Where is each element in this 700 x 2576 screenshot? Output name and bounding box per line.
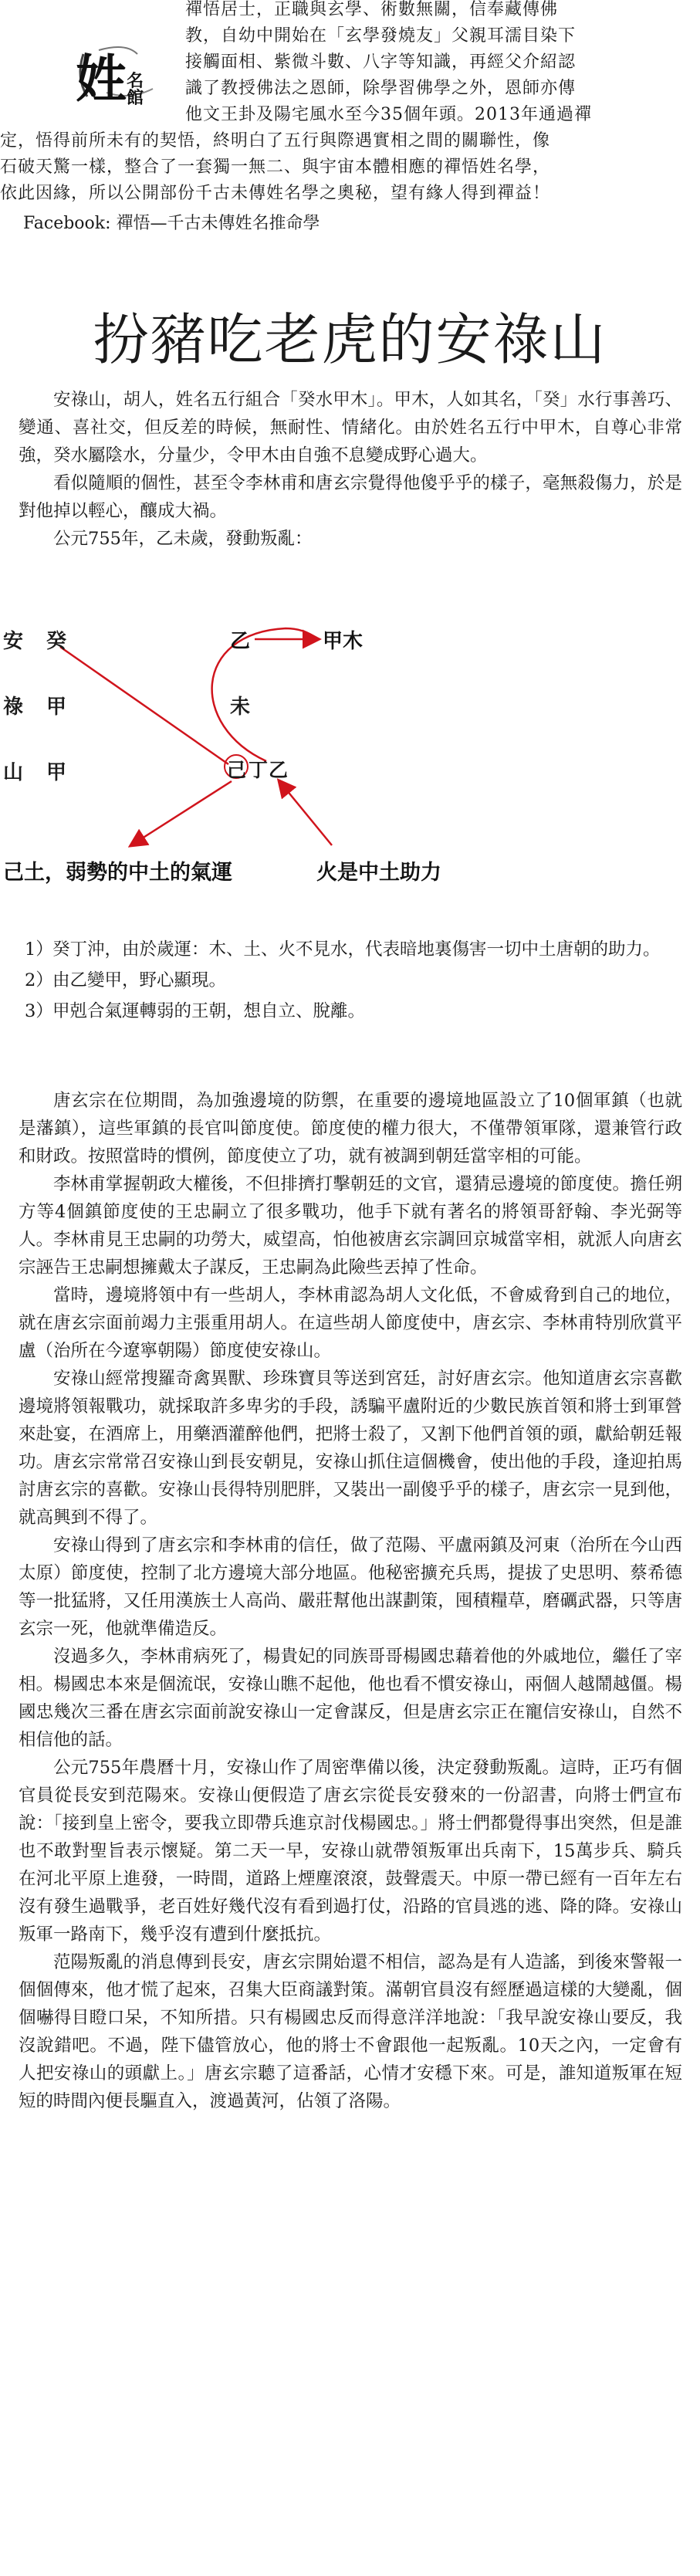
row-label: 祿: [3, 696, 24, 719]
list-text: 甲剋合氣運轉弱的王朝，想自立、脫離。: [52, 1001, 366, 1021]
article-title: 扮豬吃老虎的安祿山: [93, 307, 607, 372]
paragraph: 安祿山，胡人，姓名五行組合「癸水甲木」。甲木，人如其名，「癸」水行事善巧、變通、喜社交，但反差的時候，無耐性、情緒化。由於姓名五行中甲木，自尊心非常強，癸水屬陰水，分量少，令甲木由自強不息變成野心過大。: [19, 390, 682, 465]
row-stem: 癸: [46, 630, 67, 653]
list-number: 1）: [25, 939, 53, 960]
intro-line: 識了教授佛法之恩師，除學習佛學之外，恩師亦傳: [185, 79, 577, 98]
intro-line: 接觸面相、紫微斗數、八字等知識，再經父介紹認: [185, 52, 577, 72]
arrow-to-right-note: [279, 781, 332, 845]
list-item: [19, 965, 682, 996]
intro-line: 他文王卦及陽宅風水至今35個年頭。2013年通過禪: [185, 105, 592, 124]
clash-line: [60, 647, 228, 764]
row-stem: 甲: [46, 761, 67, 784]
list-number: 3）: [25, 1001, 53, 1021]
paragraph: 唐玄宗在位期間，為加強邊境的防禦，在重要的邊境地區設立了10個軍鎮（也就是藩鎮），這些軍鎮的長官叫節度使。節度使的權力很大，不僅帶領軍隊，還兼管行政和財政。按照當時的慣例，節度使立了功，就有被調到朝廷當宰相的可能。: [19, 1091, 682, 1166]
intro-line: 依此因緣，所以公開部份千古未傳姓名學之奧秘，望有緣人得到禪益！: [0, 184, 551, 203]
svg-text:姓: 姓: [76, 49, 127, 109]
list-number: 2）: [25, 970, 53, 990]
intro-line: 教，自幼中開始在「玄學發燒友」父親耳濡目染下: [185, 26, 577, 46]
paragraph: 范陽叛亂的消息傳到長安，唐玄宗開始還不相信，認為是有人造謠，到後來警報一個個傳來，他才慌了起來，召集大臣商議對策。滿朝官員沒有經歷過這樣的大變亂，個個嚇得目瞪口呆，不知所措。只有楊國忠反而得意洋洋地說：「我早說安祿山要反，我沒說錯吧。不過，陛下儘管放心，他的將士不會跟他一起叛亂。10天之內，一定會有人把安祿山的頭獻上。」唐玄宗聽了這番話，心情才安穩下來。可是，誰知道叛軍在短短的時間內便長驅直入，渡過黃河，佔領了洛陽。: [19, 1952, 682, 2111]
list-text: 由乙變甲，野心顯現。: [52, 970, 227, 990]
paragraph: 當時，邊境將領中有一些胡人，李林甫認為胡人文化低，不會威脅到自己的地位，就在唐玄宗面前竭力主張重用胡人。在這些胡人節度使中，唐玄宗、李林甫特別欣賞平盧（治所在今遼寧朝陽）節度使安祿山。: [19, 1285, 682, 1361]
paragraph: 沒過多久，李林甫病死了，楊貴妃的同族哥哥楊國忠藉着他的外戚地位，繼任了宰相。楊國忠本來是個流氓，安祿山瞧不起他，他也看不慣安祿山，兩個人越鬧越僵。楊國忠幾次三番在唐玄宗面前說安祿山一定會謀反，但是唐玄宗正在寵信安祿山，自然不相信他的話。: [19, 1647, 682, 1750]
list-item: [19, 934, 682, 965]
row-label: 山: [3, 761, 24, 784]
jiamu-label: 甲木: [323, 630, 364, 653]
site-logo: [52, 23, 168, 116]
paragraph: 公元755年農曆十月，安祿山作了周密準備以後，決定發動叛亂。這時，正巧有個官員從長安到范陽來。安祿山便假造了唐玄宗從長安發來的一份詔書，向將士們宣布說：「接到皇上密令，要我立即帶兵進京討伐楊國忠。」將士們都覺得事出突然，但是誰也不敢對聖旨表示懷疑。第二天一早，安祿山就帶領叛軍出兵南下，15萬步兵、騎兵在河北平原上進發，一時間，道路上煙塵滾滾，鼓聲震天。中原一帶已經有一百年左右沒有發生過戰爭，老百姓好幾代沒有看到過打仗，沿路的官員逃的逃、降的降。安祿山叛軍一路南下，幾乎沒有遭到什麼抵抗。: [19, 1758, 682, 1945]
intro-line: 禪悟居士，正職與玄學、術數無關，信奉藏傳佛: [185, 0, 559, 19]
bottom-stem-yi: 乙: [269, 759, 289, 781]
note-left: 己土，弱勢的中土的氣運: [3, 861, 232, 885]
diagram-arrows: [0, 610, 700, 934]
row-stem: 甲: [46, 696, 67, 719]
body-paragraphs: [19, 1087, 682, 2115]
intro-paragraphs: [19, 386, 682, 553]
bottom-stem-ding: 丁: [249, 759, 269, 781]
paragraph: 安祿山得到了唐玄宗和李林甫的信任，做了范陽、平盧兩鎮及河東（治所在今山西太原）節度使，控制了北方邊境大部分地區。他秘密擴充兵馬，提拔了史思明、蔡希德等一批猛將，又任用漢族士人高尚、嚴莊幫他出謀劃策，囤積糧草，磨礪武器，只等唐玄宗一死，他就準備造反。: [19, 1535, 682, 1639]
intro-line: 石破天驚一樣，整合了一套獨一無二、與宇宙本體相應的禪悟姓名學，: [0, 157, 551, 177]
curve-arrow: [212, 628, 316, 761]
note-right: 火是中土助力: [316, 861, 441, 885]
year-branch: 未: [230, 696, 251, 719]
paragraph: 看似隨順的個性，甚至令李林甫和唐玄宗覺得他傻乎乎的樣子，毫無殺傷力，於是對他掉以輕心，釀成大禍。: [19, 473, 682, 521]
facebook-line: Facebook: 禪悟—千古未傳姓名推命學: [23, 214, 320, 233]
paragraph: 安祿山經常搜羅奇禽異獸、珍珠寶貝等送到宮廷，討好唐玄宗。他知道唐玄宗喜歡邊境將領報戰功，就採取許多卑劣的手段，誘騙平盧附近的少數民族首領和將士到軍營來赴宴，在酒席上，用藥酒灌醉他們，把將士殺了，又割下他們首領的頭，獻給朝廷報功。唐玄宗常常召安祿山到長安朝見，安祿山抓住這個機會，使出他的手段，逢迎拍馬討唐玄宗的喜歡。安祿山長得特別肥胖，又裝出一副傻乎乎的樣子，唐玄宗一見到他，就高興到不得了。: [19, 1369, 682, 1528]
five-elements-diagram: [0, 610, 700, 934]
analysis-list: [19, 934, 682, 1027]
bottom-stem-ji: 己: [227, 759, 247, 781]
svg-text:名: 名: [127, 72, 144, 91]
paragraph: 公元755年，乙未歲，發動叛亂：: [53, 529, 313, 549]
logo-graphic: [52, 23, 168, 116]
list-item: [19, 996, 682, 1027]
list-text: 癸丁沖，由於歲運：木、土、火不見水，代表暗地裏傷害一切中土唐朝的助力。: [52, 939, 661, 960]
row-label: 安: [3, 630, 24, 653]
svg-text:館: 館: [127, 89, 144, 108]
intro-line: 定，悟得前所未有的契悟，終明白了五行與際遇實相之間的關聯性，像: [0, 131, 551, 151]
year-stem: 乙: [230, 630, 251, 653]
paragraph: 李林甫掌握朝政大權後，不但排擠打擊朝廷的文官，還猜忌邊境的節度使。擔任朔方等4個鎮節度使的王忠嗣立了很多戰功，他手下就有著名的將領哥舒翰、李光弼等人。李林甫見王忠嗣的功勞大，威望高，怕他被唐玄宗調回京城當宰相，就派人向唐玄宗誣告王忠嗣想擁戴太子謀反，王忠嗣為此險些丟掉了性命。: [19, 1174, 682, 1278]
arrow-to-left-note: [131, 781, 232, 845]
